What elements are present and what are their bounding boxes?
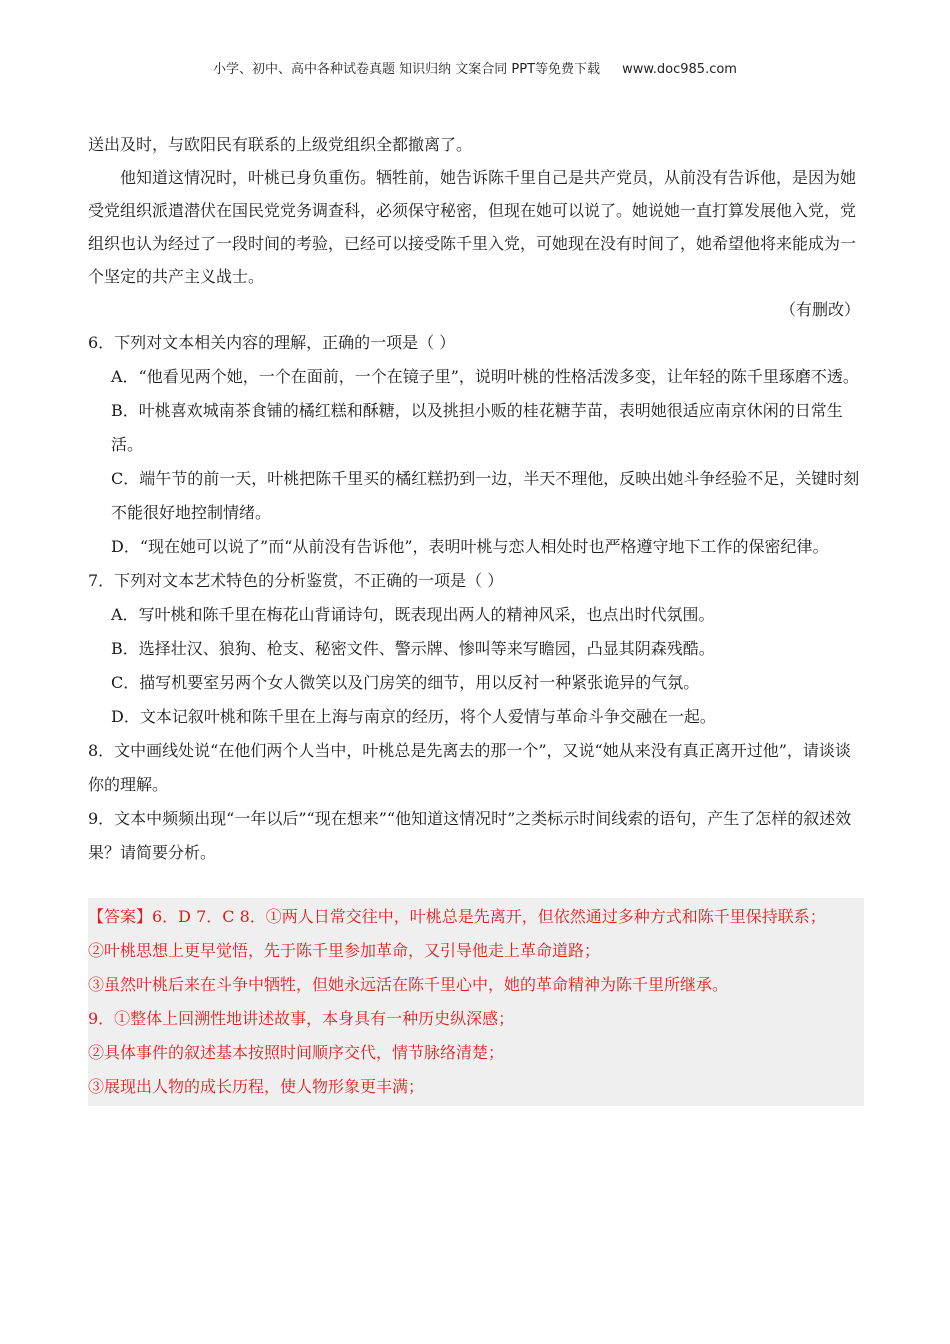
answer-line: ③展现出人物的成长历程，使人物形象更丰满；	[88, 1077, 425, 1096]
option-b: B．选择壮汉、狼狗、枪支、秘密文件、警示牌、惨叫等来写瞻园，凸显其阴森残酷。	[111, 639, 715, 658]
option-b: B．叶桃喜欢城南茶食铺的橘红糕和酥糖，以及挑担小贩的桂花糖芋苗，表明她很适应南京休闲的日常生活。	[111, 401, 843, 454]
answer-line: ③虽然叶桃后来在斗争中牺牲，但她永远活在陈千里心中，她的革命精神为陈千里所继承。	[88, 975, 729, 994]
answer-line: 【答案】6．D 7．C 8．①两人日常交往中，叶桃总是先离开，但依然通过多种方式和陈千里保持联系；	[88, 907, 826, 926]
question-7	[88, 564, 864, 734]
header-url[interactable]: www.doc985.com	[622, 62, 737, 77]
option-c: C．端午节的前一天，叶桃把陈千里买的橘红糕扔到一边，半天不理他，反映出她斗争经验不足，关键时刻不能很好地控制情绪。	[111, 469, 860, 522]
source-note: （有删改）	[779, 300, 860, 319]
passage-paragraph: 他知道这情况时，叶桃已身负重伤。牺牲前，她告诉陈千里自己是共产党员，从前没有告诉他，是因为她受党组织派遣潜伏在国民党党务调查科，必须保守秘密，但现在她可以说了。她说她一直打算发展他入党，党组织也认为经过了一段时间的考验，已经可以接受陈千里入党，可她现在没有时间了，她希望他将来能成为一个坚定的共产主义战士。	[88, 168, 857, 286]
option-d: D．文本记叙叶桃和陈千里在上海与南京的经历，将个人爱情与革命斗争交融在一起。	[111, 707, 716, 726]
question-6	[88, 326, 864, 564]
option-a: A．写叶桃和陈千里在梅花山背诵诗句，既表现出两人的精神风采，也点出时代氛围。	[111, 605, 715, 624]
option-c: C．描写机要室另两个女人微笑以及门房笑的细节，用以反衬一种紧张诡异的气氛。	[111, 673, 700, 692]
document-body	[88, 128, 864, 1106]
answer-line: ②具体事件的叙述基本按照时间顺序交代，情节脉络清楚；	[88, 1043, 505, 1062]
option-a: A．“他看见两个她，一个在面前，一个在镜子里”，说明叶桃的性格活泼多变，让年轻的陈千里琢磨不透。	[111, 367, 859, 386]
header-text: 小学、初中、高中各种试卷真题 知识归纳 文案合同 PPT等免费下载	[213, 62, 601, 77]
answer-line: ②叶桃思想上更早觉悟，先于陈千里参加革命，又引导他走上革命道路；	[88, 941, 601, 960]
answer-section	[88, 898, 864, 1106]
passage-line-1: 送出及时，与欧阳民有联系的上级党组织全都撤离了。	[88, 135, 473, 154]
question-9: 9．文本中频频出现“一年以后”“现在想来”“他知道这情况时”之类标示时间线索的语句，产生了怎样的叙述效果？请简要分析。	[88, 809, 852, 862]
page-header	[0, 58, 950, 77]
answer-line: 9．①整体上回溯性地讲述故事，本身具有一种历史纵深感；	[88, 1009, 515, 1028]
option-d: D．“现在她可以说了”而“从前没有告诉他”，表明叶桃与恋人相处时也严格遵守地下工作的保密纪律。	[111, 537, 829, 556]
question-stem: 6．下列对文本相关内容的理解，正确的一项是（ ）	[88, 333, 456, 352]
spacer	[88, 870, 864, 898]
question-8: 8．文中画线处说“在他们两个人当中，叶桃总是先离去的那一个”，又说“她从来没有真正离开过他”，请谈谈你的理解。	[88, 741, 851, 794]
question-stem: 7．下列对文本艺术特色的分析鉴赏，不正确的一项是（ ）	[88, 571, 504, 590]
